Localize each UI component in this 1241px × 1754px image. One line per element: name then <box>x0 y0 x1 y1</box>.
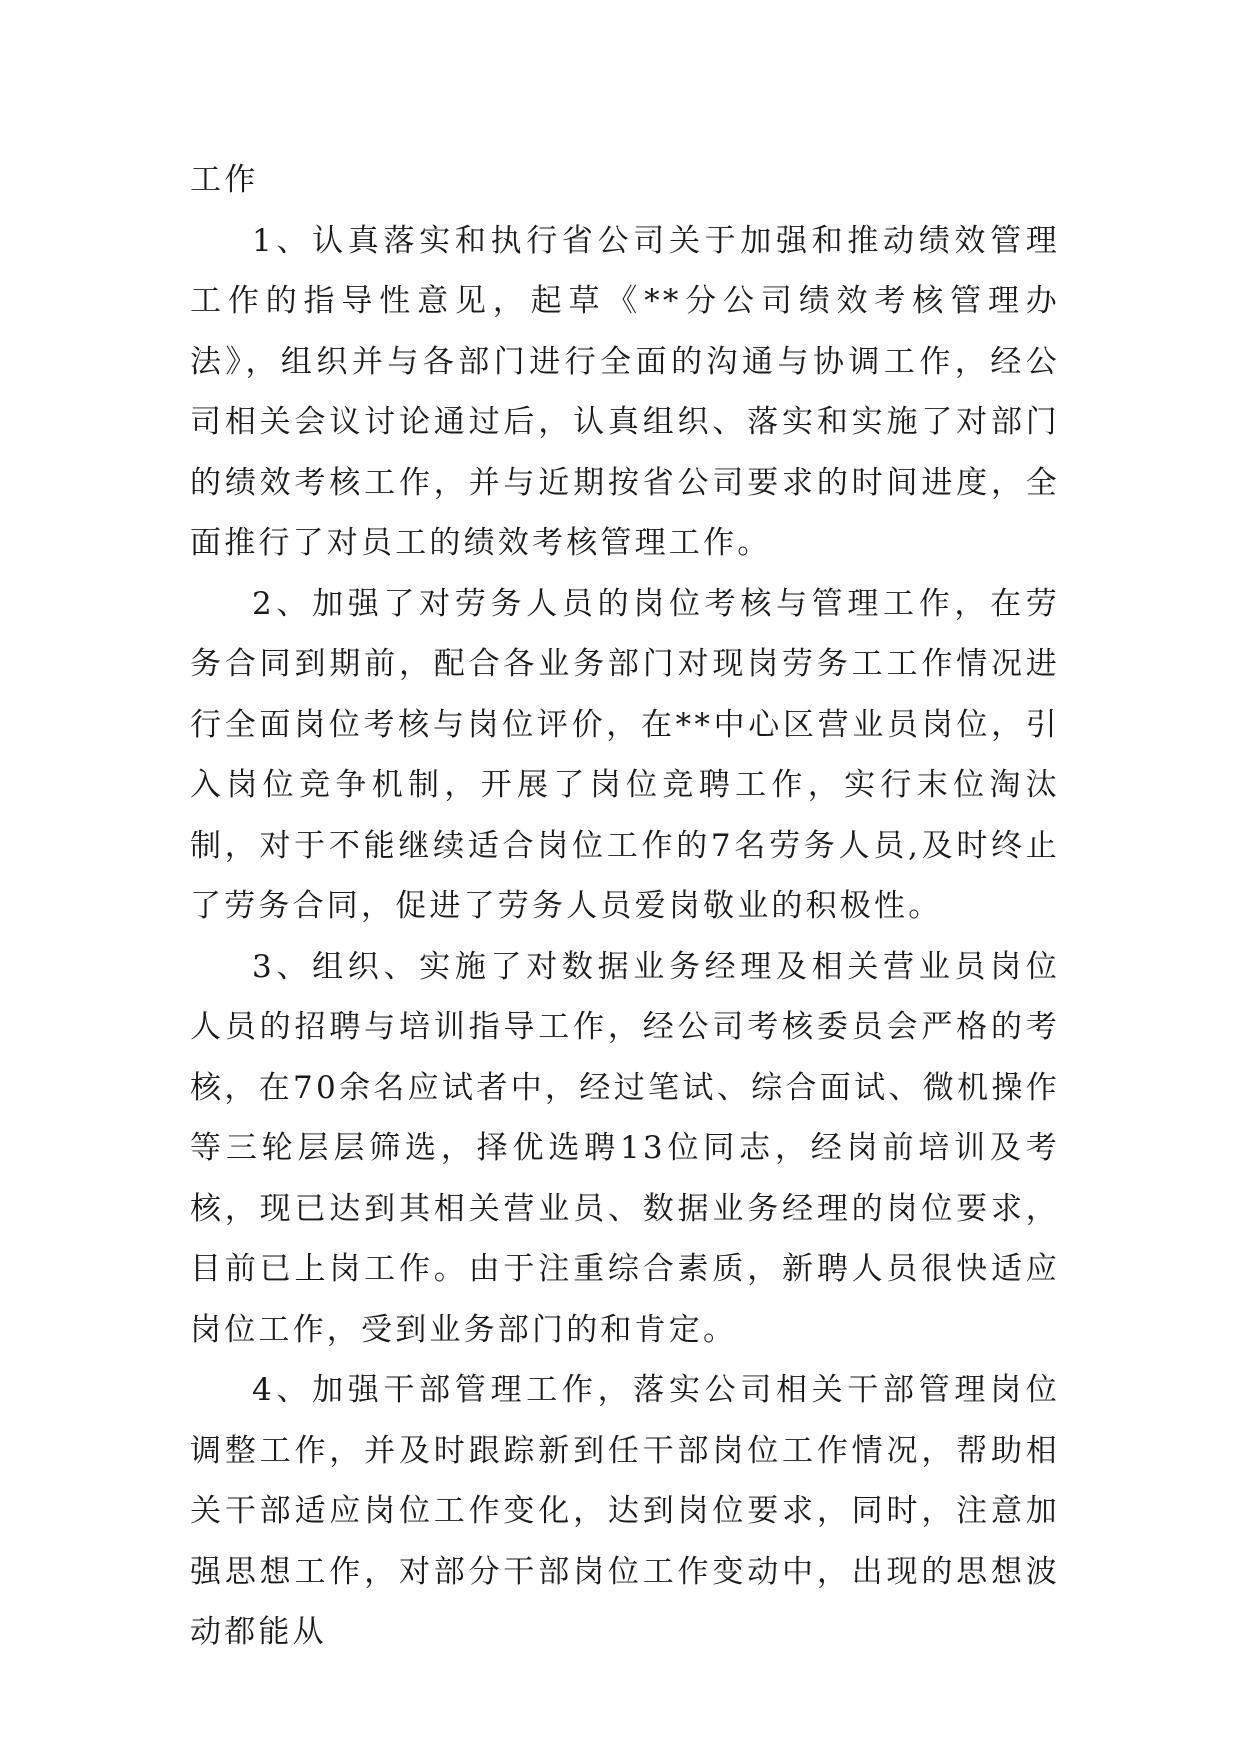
paragraph-4: 4、加强干部管理工作，落实公司相关干部管理岗位调整工作，并及时跟踪新到任干部岗位工作情况，帮助相关干部适应岗位工作变化，达到岗位要求，同时，注意加强思想工作，对部分干部岗位工作变动中，出现的思想波动都能从 <box>190 1372 1060 1650</box>
continuation-line: 工作 <box>190 162 259 198</box>
paragraph-2: 2、加强了对劳务人员的岗位考核与管理工作，在劳务合同到期前，配合各业务部门对现岗劳务工工作情况进行全面岗位考核与岗位评价，在**中心区营业员岗位，引入岗位竞争机制，开展了岗位竞聘工作，实行末位淘汰制，对于不能继续适合岗位工作的7名劳务人员,及时终止了劳务合同，促进了劳务人员爱岗敬业的积极性。 <box>190 585 1060 924</box>
document-body <box>190 150 1060 1663</box>
paragraph-3: 3、组织、实施了对数据业务经理及相关营业员岗位人员的招聘与培训指导工作，经公司考核委员会严格的考核，在70余名应试者中，经过笔试、综合面试、微机操作等三轮层层筛选，择优选聘13位同志，经岗前培训及考核，现已达到其相关营业员、数据业务经理的岗位要求，目前已上岗工作。由于注重综合素质，新聘人员很快适应岗位工作，受到业务部门的和肯定。 <box>190 948 1060 1348</box>
paragraph-1: 1、认真落实和执行省公司关于加强和推动绩效管理工作的指导性意见，起草《**分公司绩效考核管理办法》，组织并与各部门进行全面的沟通与协调工作，经公司相关会议讨论通过后，认真组织、落实和实施了对部门的绩效考核工作，并与近期按省公司要求的时间进度，全面推行了对员工的绩效考核管理工作。 <box>190 222 1060 561</box>
